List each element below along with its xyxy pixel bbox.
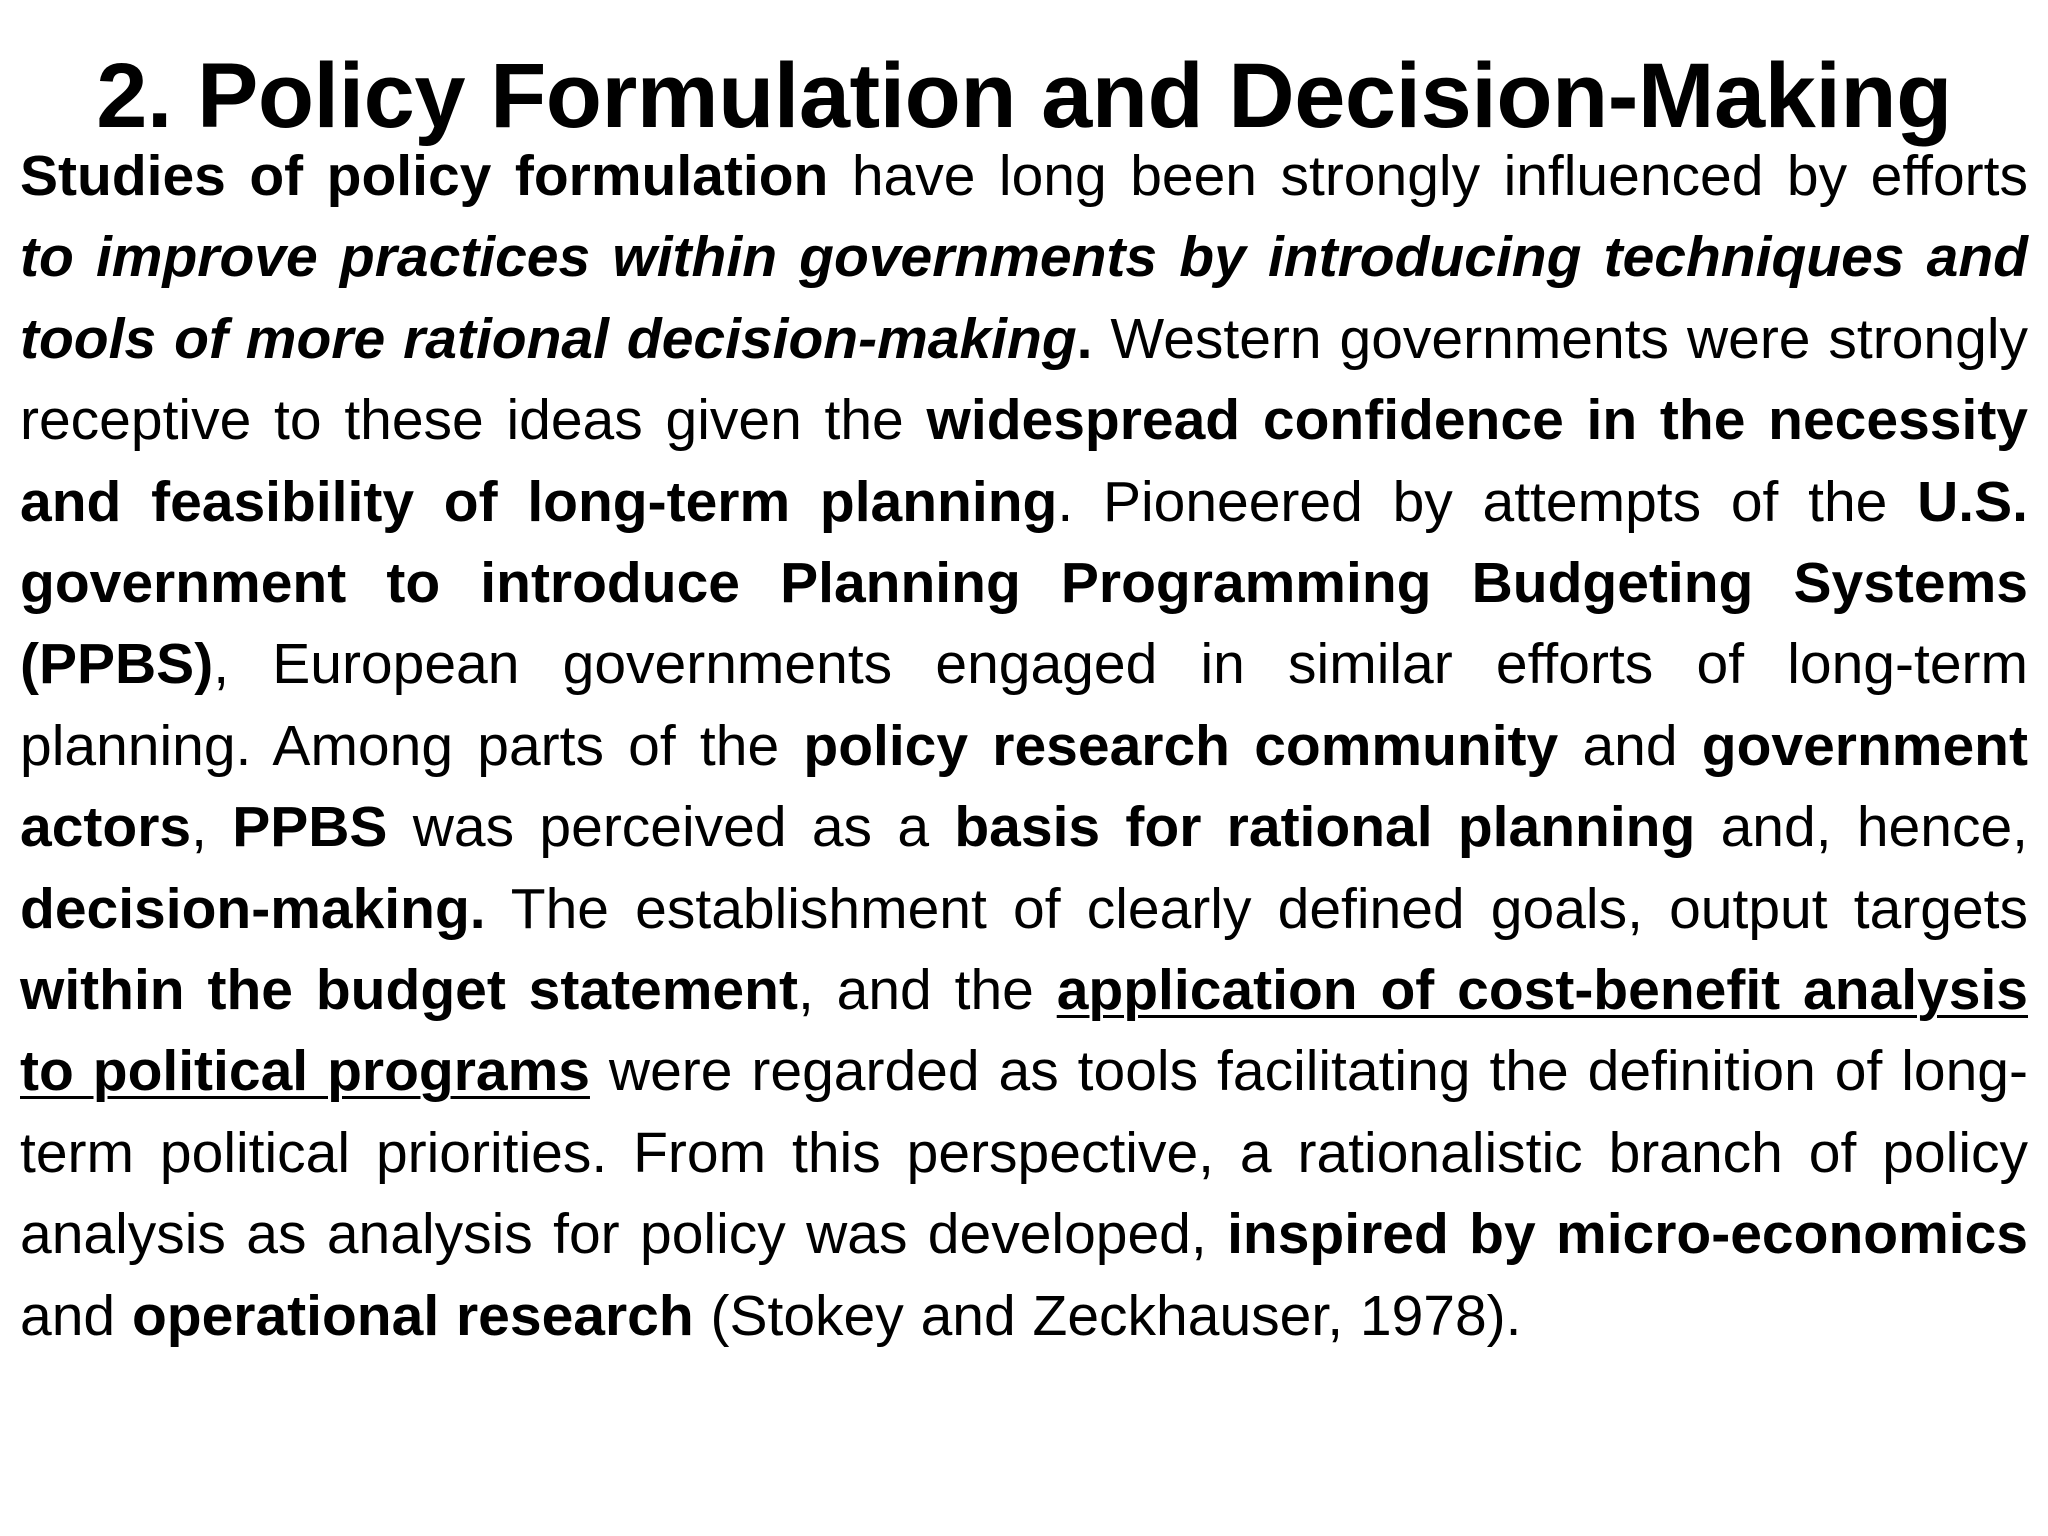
text-run: operational research xyxy=(131,1283,694,1348)
text-run: , European governments engaged in similar efforts of long-term planning. Among parts of the xyxy=(20,632,2028,778)
text-run: (Stokey and Zeckhauser, 1978). xyxy=(693,1283,1522,1348)
text-run: PPBS xyxy=(232,795,388,860)
text-run: The establishment of clearly defined goals, output targets xyxy=(485,876,2028,941)
text-run: decision-making. xyxy=(20,876,486,941)
text-run: were regarded as tools facilitating the definition of long-term political priorities. From this perspective, a rationalistic branch of policy analysis as analysis for policy was developed, xyxy=(20,1039,2028,1267)
text-run: government actors xyxy=(20,713,2028,860)
text-run: to improve practices within governments by introducing techniques and tools of more rational decision-making xyxy=(20,225,2028,371)
text-run: have long been strongly influenced by efforts xyxy=(828,144,2028,208)
text-run: , and the xyxy=(797,958,1057,1023)
text-run: and xyxy=(20,1283,132,1348)
text-run: application of cost-benefit analysis to political programs xyxy=(20,958,2028,1104)
text-run: . Pioneered by attempts of the xyxy=(1057,469,1918,534)
text-run: was perceived as a xyxy=(387,795,955,860)
slide-title: 2. Policy Formulation and Decision-Making xyxy=(96,45,1952,147)
text-run: policy research community xyxy=(803,713,1559,778)
text-run: . xyxy=(1076,306,1093,371)
text-run: inspired by micro-economics xyxy=(1227,1202,2028,1267)
text-run: U.S. government to introduce Planning Programming Budgeting Systems (PPBS) xyxy=(20,469,2028,697)
text-run: and, hence, xyxy=(1695,795,2028,860)
text-run: Studies of policy formulation xyxy=(20,144,829,208)
text-run: , xyxy=(191,795,233,860)
text-run: within the budget statement xyxy=(20,958,798,1023)
text-run: basis for rational planning xyxy=(954,795,1696,860)
body-paragraph xyxy=(20,136,2028,1357)
text-run: and xyxy=(1558,713,1702,778)
text-run: widespread confidence in the necessity and feasibility of long-term planning xyxy=(20,388,2028,534)
text-run: Western governments were strongly receptive to these ideas given the xyxy=(20,306,2028,453)
